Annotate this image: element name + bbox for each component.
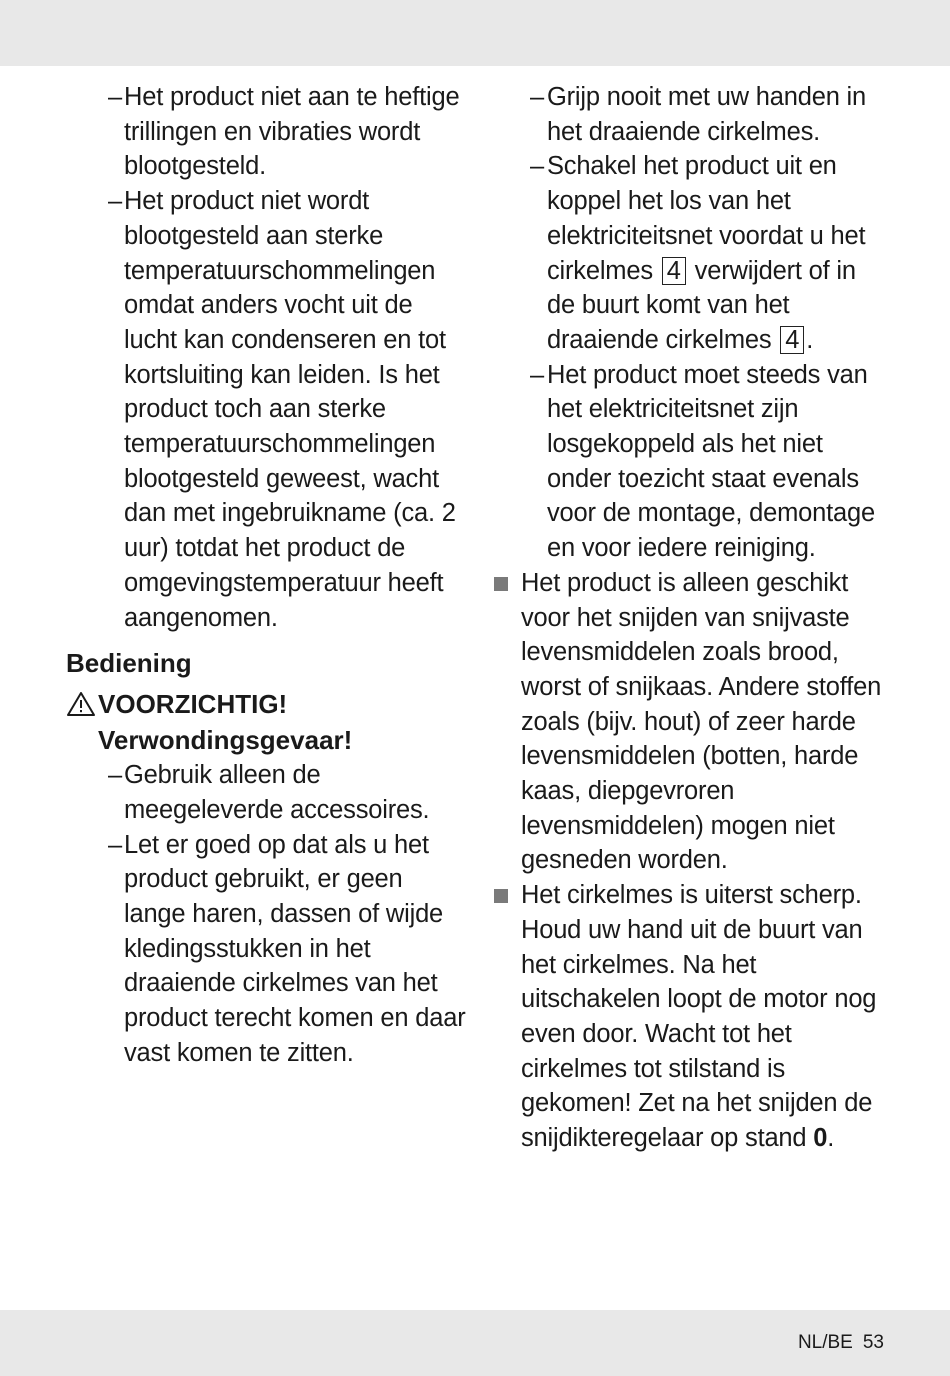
- footer-locale: NL/BE: [797, 1332, 853, 1353]
- warning-title: VOORZICHTIG!: [98, 689, 288, 720]
- list-item: – Het product niet wordt blootgesteld aan sterke temperatuurschommelingen omdat anders vocht uit de lucht kan condenseren en tot kortsluiting kan leiden. Is het product toch aan sterke temperatuurschommelingen blootgesteld geweest, wacht dan met ingebruikname (ca. 2 uur) totdat het product de omgevingstemperatuur heeft aangenomen.: [108, 187, 456, 632]
- square-bullet-icon: [494, 577, 508, 591]
- list-item: – Gebruik alleen de meegeleverde accessoires.: [108, 761, 430, 824]
- list-item: – Grijp nooit met uw handen in het draaiende cirkelmes.: [530, 83, 867, 146]
- dial-setting-value: 0: [813, 1124, 828, 1153]
- list-item: – Het product moet steeds van het elektriciteitsnet zijn losgekoppeld als het niet onder toezicht staat evenals voor de montage, demontage en voor iedere reiniging.: [530, 360, 875, 563]
- list-item: Het product is alleen geschikt voor het snijden van snijvaste levensmiddelen zoals brood, worst of snijkaas. Andere stoffen zoals (bijv. hout) of zeer harde levensmiddelen (botten, harde kaas, diepgevroren levensmiddelen) mogen niet gesneden worden.: [490, 566, 890, 878]
- page-footer: [788, 1330, 884, 1356]
- warning-block: [66, 686, 466, 758]
- list-item: Het cirkelmes is uiterst scherp. Houd uw hand uit de buurt van het cirkelmes. Na het uitschakelen loopt de motor nog even door. Wacht tot het cirkelmes tot stilstand is gekomen! Zet na het snijden de snijdikteregelaar op stand 0.: [490, 878, 890, 1156]
- part-reference-badge: 4: [780, 326, 804, 354]
- right-column: [490, 80, 890, 1156]
- warning-subtitle: Verwondingsgevaar!: [98, 725, 353, 756]
- warning-triangle-icon: [66, 691, 96, 717]
- header-band: [0, 0, 950, 66]
- list-item: – Schakel het product uit en koppel het los van het elektriciteitsnet voordat u het cirkelmes 4 verwijdert of in de buurt komt van het draaiende cirkelmes 4 .: [530, 152, 866, 354]
- list-item: – Let er goed op dat als u het product gebruikt, er geen lange haren, dassen of wijde kledingsstukken in het draaiende cirkelmes van het product terecht komen en daar vast komen te zitten.: [108, 830, 466, 1067]
- page-number: 53: [862, 1332, 884, 1353]
- list-item: – Het product niet aan te heftige trillingen en vibraties wordt blootgesteld.: [108, 83, 460, 181]
- square-bullet-icon: [494, 889, 508, 903]
- section-heading: Bediening: [66, 648, 192, 679]
- part-reference-badge: 4: [662, 257, 686, 285]
- left-column: [66, 80, 466, 1071]
